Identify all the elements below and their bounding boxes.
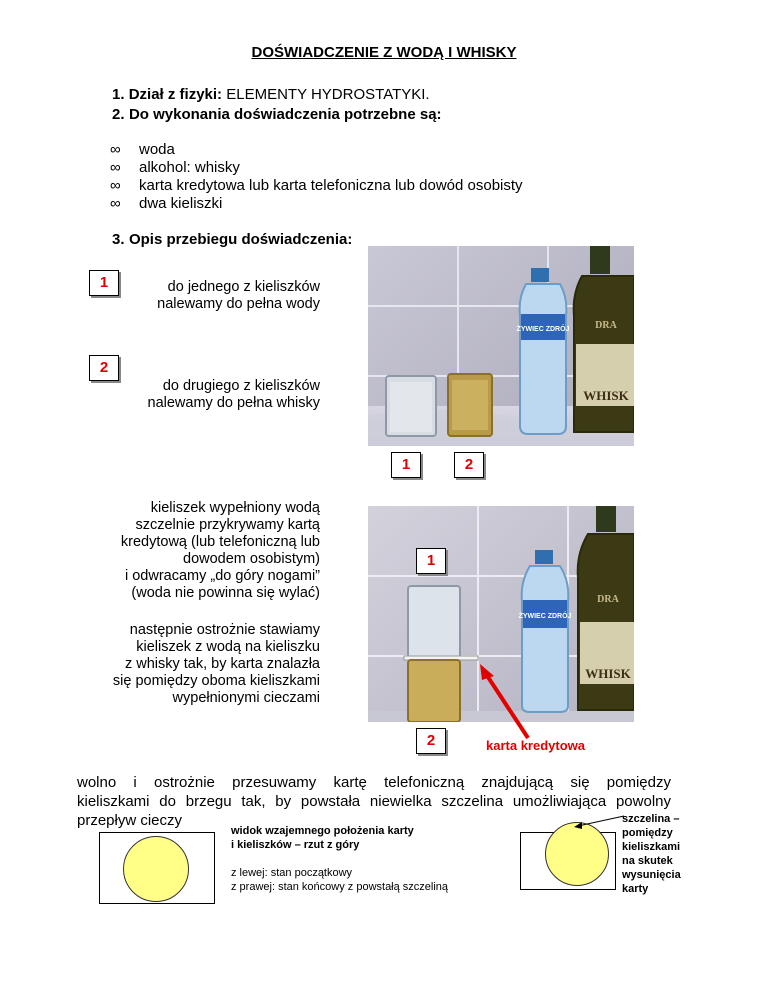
photo-2-badge-1: 1: [416, 548, 446, 574]
bullet-icon: ∞: [110, 159, 121, 176]
photo-2-whisky-top: DRA: [597, 594, 619, 605]
list-item: ∞ dwa kieliszki: [110, 195, 223, 212]
section-1-num: 1.: [112, 86, 125, 103]
step-1-text: do jednego z kieliszków nalewamy do pełna wody: [157, 279, 320, 312]
section-2: [112, 106, 442, 124]
photo-glasses-stacked: [368, 506, 634, 760]
section-1: [112, 86, 430, 103]
section-3-label: Opis przebiegu doświadczenia:: [128, 231, 353, 248]
materials-list: [110, 141, 523, 213]
photo-2-illustration: [368, 506, 634, 760]
list-item: ∞ karta kredytowa lub karta telefoniczna lub dowód osobisty: [110, 177, 523, 194]
bullet-icon: ∞: [110, 195, 121, 212]
section-2-label: Do wykonania doświadczenia potrzebne są:: [128, 106, 442, 123]
photo-2-whisky-label: WHISK: [585, 666, 631, 681]
step-2-text: do drugiego z kieliszków nalewamy do pełna whisky: [147, 378, 320, 411]
photo-1-illustration: [368, 246, 634, 486]
glass-circle-icon: [123, 836, 189, 902]
photo-2-bottle-brand: ŻYWIEC ZDRÓJ: [518, 613, 572, 620]
section-2-num: 2.: [112, 106, 125, 123]
section-1-value: ELEMENTY HYDROSTATYKI.: [226, 86, 430, 103]
list-item: ∞ woda: [110, 141, 175, 158]
photo-2-arrow-label: karta kredytowa: [486, 738, 585, 753]
section-1-label: Dział z fizyki:: [128, 86, 223, 103]
gap-label: szczelina – pomiędzy kieliszkami na skutek wysunięcia karty: [622, 813, 681, 895]
photo-1-badge-1: 1: [391, 452, 421, 478]
photo-glasses-filled: [368, 246, 634, 486]
final-line-1: wolno i ostrożnie przesuwamy kartę telefoniczną znajdującą się pomiędzy: [77, 774, 671, 791]
step-4-text: następnie ostrożnie stawiamy kieliszek z wodą na kieliszku z whisky tak, by karta znalazła się pomiędzy oboma kieliszkami wypełnionymi cieczami: [112, 622, 320, 706]
photo-1-badge-2: 2: [454, 452, 484, 478]
list-item: ∞ alkohol: whisky: [110, 159, 240, 176]
diagram-final-box: [520, 832, 616, 890]
step-3-text: kieliszek wypełniony wodą szczelnie przykrywamy kartą kredytową (lub telefoniczną lub dowodem osobistym) i odwracamy „do góry nogami” (woda nie powinna się wylać): [120, 500, 320, 601]
section-3-num: 3.: [112, 231, 125, 248]
photo-1-whisky-top: DRA: [595, 320, 617, 331]
photo-1-bottle-brand: ŻYWIEC ZDRÓJ: [516, 326, 570, 333]
photo-2-badge-2: 2: [416, 728, 446, 754]
section-3: [112, 231, 352, 249]
bullet-icon: ∞: [110, 141, 121, 158]
final-line-2: kieliszkami do brzegu tak, by powstała niewielka szczelina umożliwiająca powolny: [77, 793, 671, 810]
bullet-icon: ∞: [110, 177, 121, 194]
photo-1-whisky-label: WHISK: [583, 388, 629, 403]
final-line-3: przepływ cieczy: [77, 812, 183, 829]
page-title: DOŚWIADCZENIE Z WODĄ I WHISKY: [251, 44, 517, 61]
diagram-initial-box: [99, 832, 215, 904]
diagram-caption: widok wzajemnego położenia karty i kieliszków – rzut z góry z lewej: stan początkowy z prawej: stan końcowy z powstałą szczeliną: [231, 825, 449, 893]
gap-arrow-icon: [570, 812, 630, 832]
step-2-badge: 2: [89, 355, 119, 381]
step-1-badge: 1: [89, 270, 119, 296]
